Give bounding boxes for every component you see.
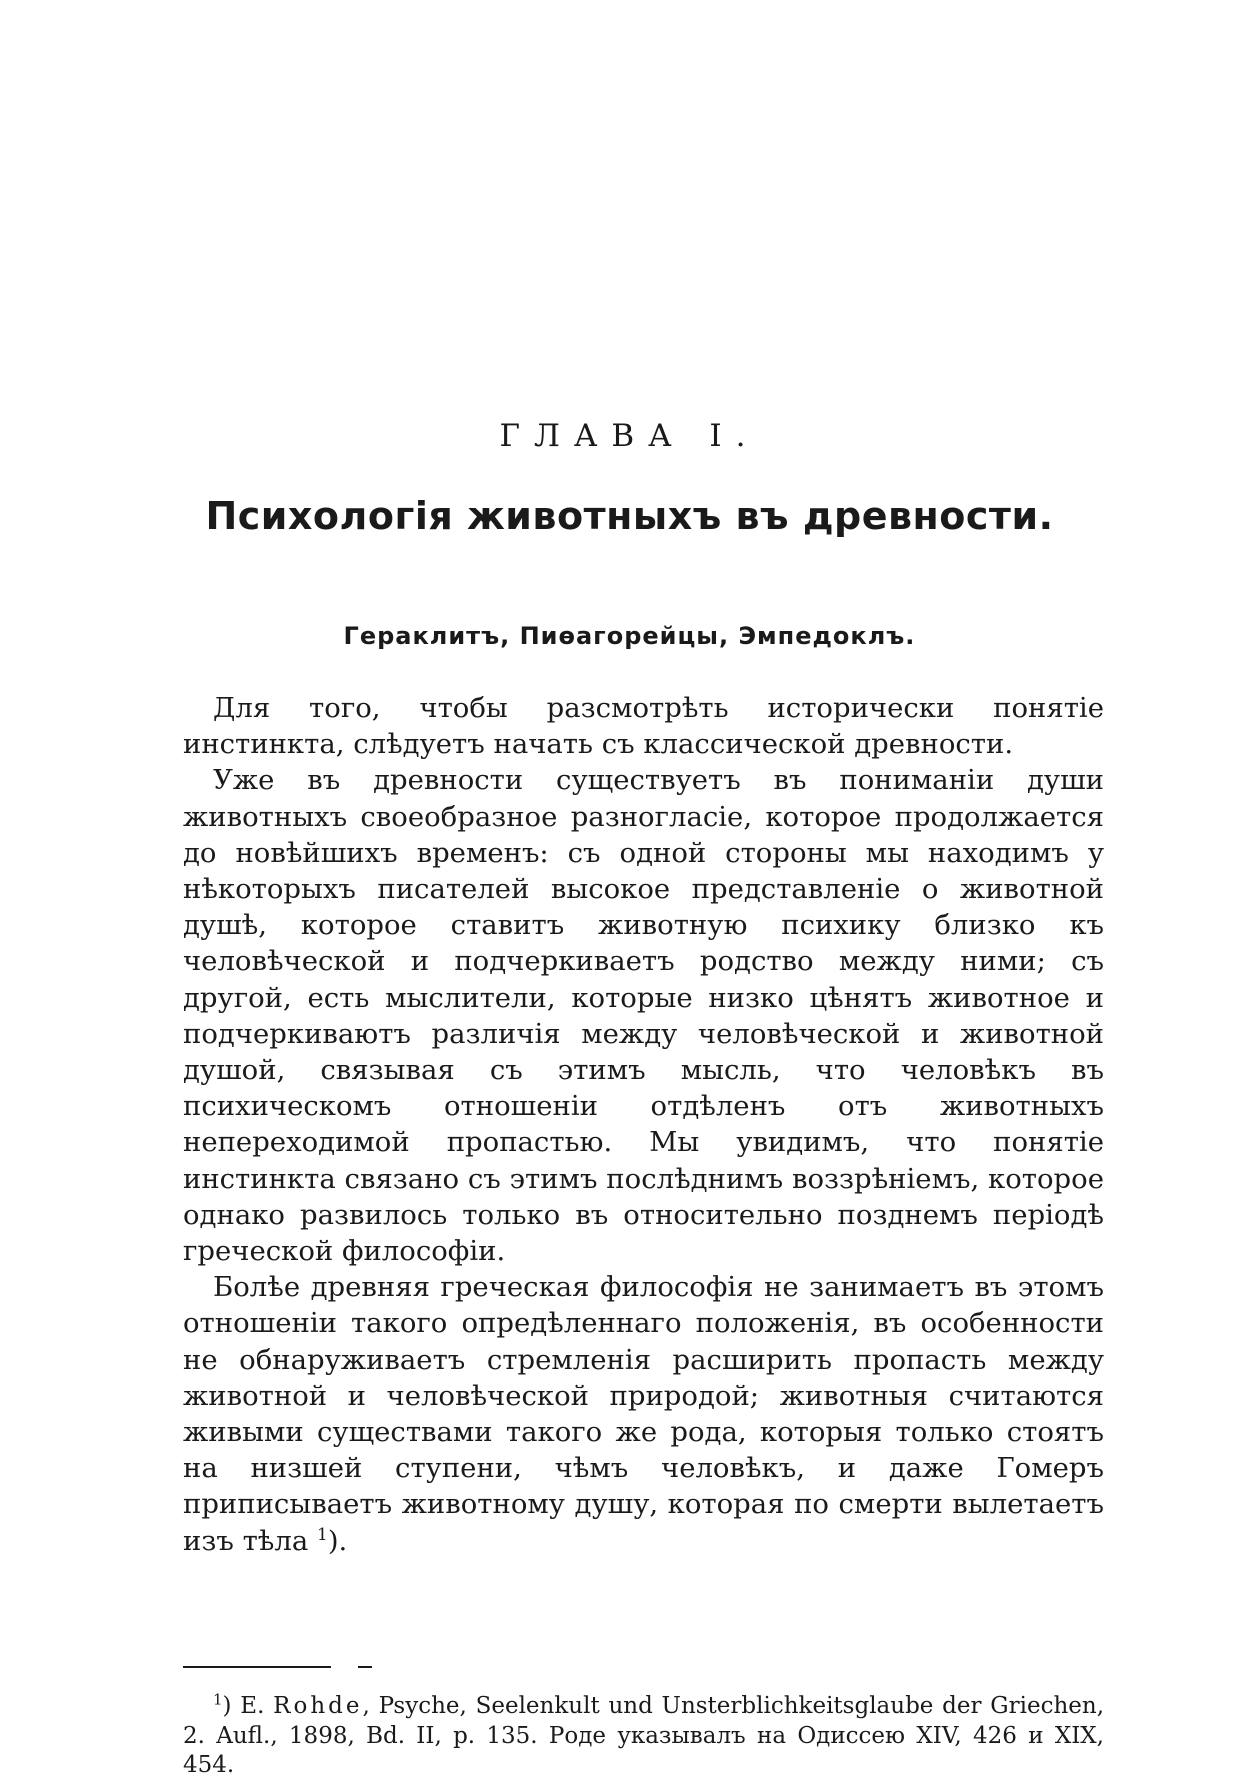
paragraph-3-end: ). bbox=[327, 1524, 348, 1557]
footnote-marker-close: ) bbox=[222, 1693, 232, 1719]
footnote: $^1$) E. Rohde, Psyche, Seelenkult und Unsterblichkeitsglaube der Griechen, 2. Aufl., 1898, Bd. II, p. 135. Роде указывалъ на Одиссею XIV, 426 и XIX, 454. bbox=[183, 1690, 1105, 1778]
footnote-text: Psyche, Seelenkult und Unsterblichkeitsglaube der Griechen, 2. Aufl., 1898, Bd. II, p. 135. Роде указывалъ на Одиссею XIV, 426 и XIX, 454. bbox=[183, 1693, 1105, 1778]
footnote-reference[interactable]: 1 bbox=[316, 1524, 328, 1545]
footnote-divider bbox=[183, 1666, 331, 1668]
chapter-title: Психологія животныхъ въ древности. bbox=[205, 494, 1054, 538]
chapter-label: ГЛАВА I. bbox=[499, 418, 760, 454]
footnote-marker: 1 bbox=[213, 1690, 223, 1709]
paragraph-3-text: Болѣе древняя греческая философія не занимаетъ въ этомъ отношеніи такого опредѣленнаго положенія, въ особенности не обнаруживаетъ стремленія расширить пропасть между животной и человѣческой природой; животныя считаются живыми существами такого же рода, которыя только стоятъ на низшей ступени, чѣмъ человѣкъ, и даже Гомеръ приписываетъ животному душу, которая по смерти вылетаетъ изъ тѣла bbox=[183, 1271, 1104, 1557]
paragraph-1: Для того, чтобы разсмотрѣть исторически понятіе инстинкта, слѣдуетъ начать съ классической древности. bbox=[183, 692, 1104, 761]
footnote-author-prefix: E. bbox=[240, 1693, 265, 1719]
paragraph-3 bbox=[183, 1269, 1104, 1559]
section-heading: Гераклитъ, Пиѳагорейцы, Эмпедоклъ. bbox=[343, 622, 916, 650]
footnote-divider-tail bbox=[358, 1666, 372, 1668]
paragraph-2: Уже въ древности существуетъ въ пониманіи души животныхъ своеобразное разногласіе, которое продолжается до новѣйшихъ временъ: съ одной стороны мы находимъ у нѣкоторыхъ писателей высокое представленіе о животной душѣ, которое ставитъ животную психику близко къ человѣческой и подчеркиваетъ родство между ними; съ другой, есть мыслители, которые низко цѣнятъ животное и подчеркиваютъ различія между человѣческой и животной душой, связывая съ этимъ мысль, что человѣкъ въ психическомъ отношеніи отдѣленъ отъ животныхъ непереходимой пропастью. Мы увидимъ, что понятіе инстинкта связано съ этимъ послѣднимъ воззрѣніемъ, которое однако развилось только въ относительно позднемъ періодѣ греческой философіи. bbox=[183, 764, 1104, 1268]
body-text bbox=[183, 690, 1104, 1559]
footnote-author: Rohde bbox=[273, 1693, 363, 1719]
